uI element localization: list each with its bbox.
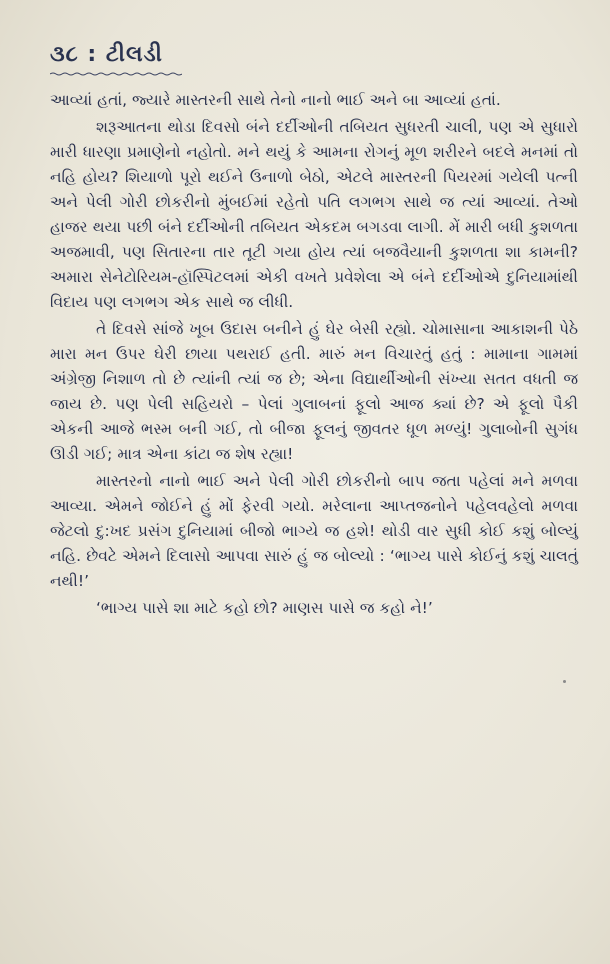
paragraph-2: શરૂઆતના થોડા દિવસો બંને દર્દીઓની તબિયત સુધરતી ચાલી, પણ એ સુધારો મારી ધારણા પ્રમાણેનો નહોતો. મને થયું કે આમના રોગનું મૂળ શરીરને બદલે મનમાં તો નહિ હોય? શિયાળો પૂરો થઈને ઉનાળો બેઠો, એટલે માસ્તરની પિયરમાં ગયેલી પત્ની અને પેલી ગોરી છોકરીનો મુંબઈમાં રહેતો પતિ લગભગ સાથે જ ત્યાં આવ્યાં. તેઓ હાજર થયા પછી બંને દર્દીઓની તબિયત એકદમ બગડવા લાગી. મેં મારી બધી કુશળતા અજમાવી, પણ સિતારના તાર તૂટી ગયા હોય ત્યાં બજવૈયાની કુશળતા શા કામની? અમારા સેનેટોરિયમ-હૉસ્પિટલમાં એકી વખતે પ્રવેશેલા એ બંને દર્દીઓએ દુનિયામાંથી વિદાય પણ લગભગ એક સાથે જ લીધી. [50,118,578,311]
paragraph-3: તે દિવસે સાંજે ખૂબ ઉદાસ બનીને હું ઘેર બેસી રહ્યો. ચોમાસાના આકાશની પેઠે મારા મન ઉપર ઘેરી છાયા પથરાઈ હતી. મારું મન વિચારતું હતું : મામાના ગામમાં અંગ્રેજી નિશાળ તો છે ત્યાંની ત્યાં જ છે; એના વિદ્યાર્થીઓની સંખ્યા સતત વધતી જ જાય છે. પણ પેલી સહિયરો – પેલાં ગુલાબનાં ફૂલો આજ ક્યાં છે? એ ફૂલો પૈકી એકની આજે ભસ્મ બની ગઈ, તો બીજા ફૂલનું જીવતર ધૂળ મળ્યું! ગુલાબોની સુગંધ ઊડી ગઈ; માત્ર એના કાંટા જ શેષ રહ્યા! [50,320,578,463]
running-header: ૩૮ : ટીલડી [50,42,163,67]
paragraph-4: માસ્તરનો નાનો ભાઈ અને પેલી ગોરી છોકરીનો બાપ જતા પહેલાં મને મળવા આવ્યા. એમને જોઈને હું મોં ફેરવી ગયો. મરેલાના આપ્તજનોને પહેલવહેલો મળવા જેટલો દુ:ખદ પ્રસંગ દુનિયામાં બીજો ભાગ્યે જ હશે! થોડી વાર સુધી કોઈ કશું બોલ્યું નહિ. છેવટે એમને દિલાસો આપવા સારું હું જ બોલ્યો : ‘ભાગ્ય પાસે કોઈનું કશું ચાલતું નથી!’ [50,472,578,590]
paragraph-1: આવ્યાં હતાં, જ્યારે માસ્તરની સાથે તેનો નાનો ભાઈ અને બા આવ્યાં હતાં. [50,91,501,109]
paragraph-5: ‘ભાગ્ય પાસે શા માટે કહો છો? માણસ પાસે જ કહો ને!’ [96,599,433,617]
paper-speck [563,680,566,683]
body-text [50,88,578,621]
header-wavy-rule [50,72,182,76]
